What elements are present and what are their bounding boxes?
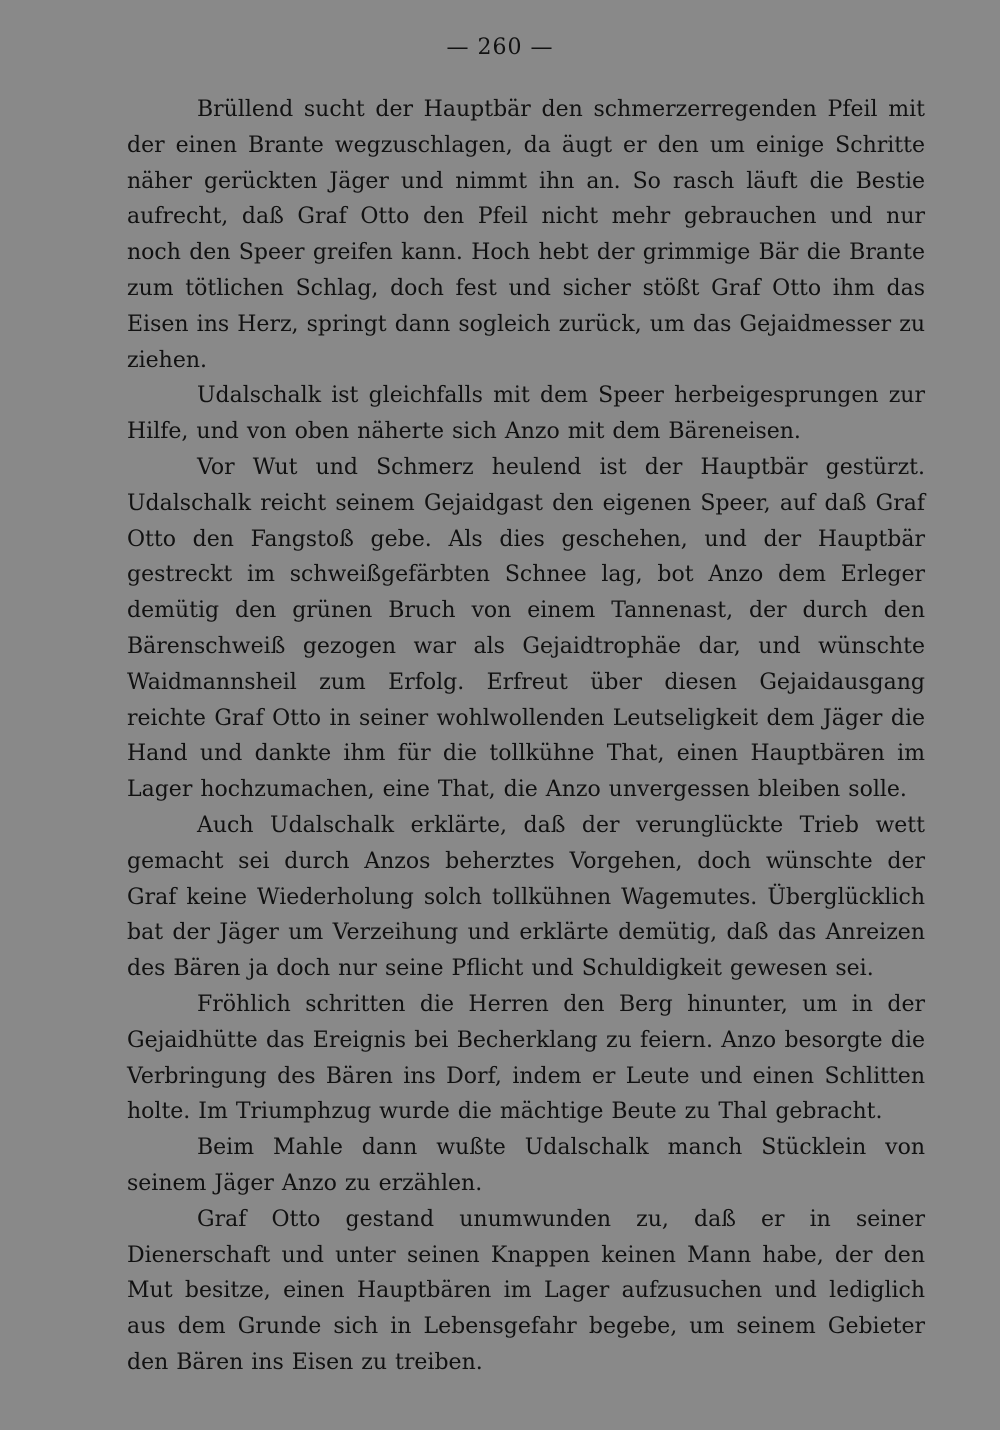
paragraph-2: Udalschalk ist gleichfalls mit dem Speer herbeigesprungen zur Hilfe, und von oben näherte sich Anzo mit dem Bäreneisen. <box>127 383 925 445</box>
paragraph-6: Beim Mahle dann wußte Udalschalk manch Stücklein von seinem Jäger Anzo zu erzählen. <box>127 1135 925 1196</box>
paragraph-5: Fröhlich schritten die Herren den Berg hinunter, um in der Gejaidhütte das Ereignis bei Becherklang zu feiern. Anzo besorgte die Verbringung des Bären ins Dorf, indem er Leute und einen Schlitten holte. Im Triumphzug wurde die mächtige Beute zu Thal gebracht. <box>127 991 925 1125</box>
body-text <box>127 92 925 1381</box>
paragraph-1: Brüllend sucht der Hauptbär den schmerzerregenden Pfeil mit der einen Brante wegzuschlagen, da äugt er den um einige Schritte näher gerückten Jäger und nimmt ihn an. So rasch läuft die Bestie aufrecht, daß Graf Otto den Pfeil nicht mehr gebrauchen und nur noch den Speer greifen kann. Hoch hebt der grimmige Bär die Brante zum tötlichen Schlag, doch fest und sicher stößt Graf Otto ihm das Eisen ins Herz, springt dann sogleich zurück, um das Gejaidmesser zu ziehen. <box>127 97 925 373</box>
page-number: — 260 — <box>446 35 554 60</box>
paragraph-3: Vor Wut und Schmerz heulend ist der Hauptbär gestürzt. Udalschalk reicht seinem Gejaidgast den eigenen Speer, auf daß Graf Otto den Fangstoß gebe. Als dies geschehen, und der Hauptbär gestreckt im schweißgefärbten Schnee lag, bot Anzo dem Erleger demütig den grünen Bruch von einem Tannenast, der durch den Bärenschweiß gezogen war als Gejaidtrophäe dar, und wünschte Waidmannsheil zum Erfolg. Erfreut über diesen Gejaidausgang reichte Graf Otto in seiner wohlwollenden Leutseligkeit dem Jäger die Hand und dankte ihm für die tollkühne That, einen Hauptbären im Lager hochzumachen, eine That, die Anzo unvergessen bleiben solle. <box>127 454 925 803</box>
paragraph-4: Auch Udalschalk erklärte, daß der verunglückte Trieb wett gemacht sei durch Anzos beherztes Vorgehen, doch wünschte der Graf keine Wiederholung solch tollkühnen Wagemutes. Überglücklich bat der Jäger um Verzeihung und erklärte demütig, daß das Anreizen des Bären ja doch nur seine Pflicht und Schuldigkeit gewesen sei. <box>127 812 925 982</box>
paragraph-7: Graf Otto gestand unumwunden zu, daß er in seiner Dienerschaft und unter seinen Knappen keinen Mann habe, der den Mut besitze, einen Hauptbären im Lager aufzusuchen und lediglich aus dem Grunde sich in Lebensgefahr begebe, um seinem Gebieter den Bären ins Eisen zu treiben. <box>127 1206 925 1375</box>
